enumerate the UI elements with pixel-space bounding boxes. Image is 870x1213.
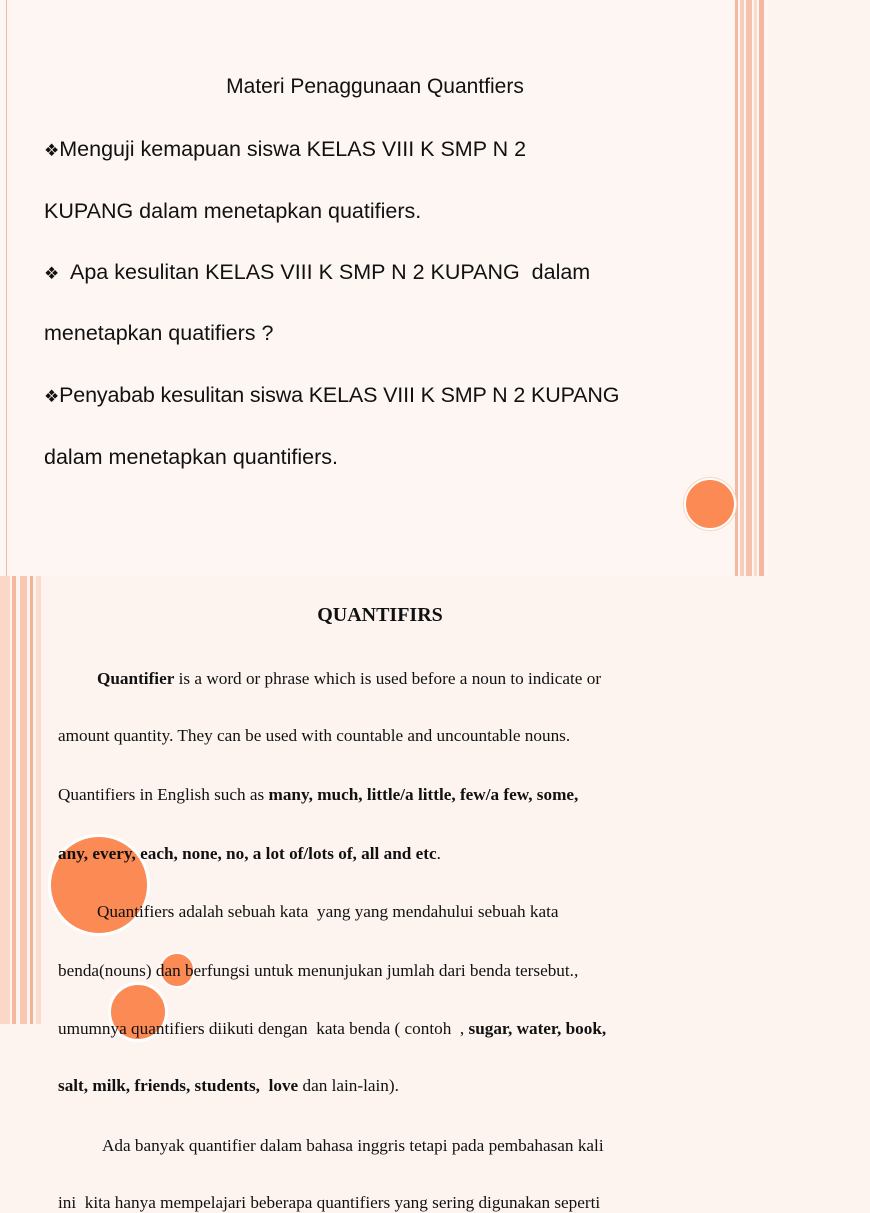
paragraph-line: Quantifier is a word or phrase which is used before a noun to indicate or: [97, 669, 602, 688]
slide-title: Materi Penaggunaan Quantfiers: [226, 75, 524, 98]
bullet-line-4: menetapkan quatifiers ?: [44, 321, 274, 345]
paragraph-line: salt, milk, friends, students, love dan lain-lain).: [58, 1076, 399, 1095]
bullet-line-2: KUPANG dalam menetapkan quatifiers.: [44, 199, 422, 223]
paragraph-line: umumnya quantifiers diikuti dengan kata benda ( contoh , sugar, water, book,: [58, 1019, 607, 1038]
decor-stripe: [12, 576, 16, 1024]
slide-2: [0, 576, 768, 1212]
bullet-line-6: dalam menetapkan quantifiers.: [44, 445, 339, 469]
decor-stripe: [759, 0, 764, 576]
decor-circle: [684, 478, 736, 530]
bullet-line-5: ❖Penyabab kesulitan siswa KELAS VIII K SMP N 2 KUPANG: [44, 383, 620, 407]
diamond-bullet-icon: ❖: [44, 141, 60, 160]
slide-title: QUANTIFIRS: [317, 604, 443, 626]
bullet-line-1: ❖Menguji kemapuan siswa KELAS VIII K SMP N 2: [44, 137, 527, 161]
paragraph-line: any, every, each, none, no, a lot of/lots of, all and etc.: [58, 844, 441, 863]
paragraph-line: Quantifiers in English such as many, much, little/a little, few/a few, some,: [58, 785, 579, 804]
decor-stripe: [20, 576, 27, 1024]
decor-stripe: [754, 0, 757, 576]
paragraph-line: Ada banyak quantifier dalam bahasa inggris tetapi pada pembahasan kali: [102, 1136, 604, 1155]
decor-stripe: [30, 576, 33, 1024]
diamond-bullet-icon: ❖: [44, 387, 60, 406]
paragraph-line: Quantifiers adalah sebuah kata yang yang mendahului sebuah kata: [97, 902, 559, 921]
decor-stripe: [0, 576, 10, 1024]
decor-stripe: [36, 576, 41, 1024]
paragraph-line: ini kita hanya mempelajari beberapa quantifiers yang sering digunakan seperti: [58, 1193, 601, 1212]
slide-1: [0, 0, 768, 576]
diamond-bullet-icon: ❖: [44, 264, 60, 283]
bullet-line-3: ❖ Apa kesulitan KELAS VIII K SMP N 2 KUPANG dalam: [44, 260, 591, 284]
paragraph-line: benda(nouns) dan berfungsi untuk menunjukan jumlah dari benda tersebut.,: [58, 961, 579, 980]
paragraph-line: amount quantity. They can be used with countable and uncountable nouns.: [58, 726, 571, 745]
